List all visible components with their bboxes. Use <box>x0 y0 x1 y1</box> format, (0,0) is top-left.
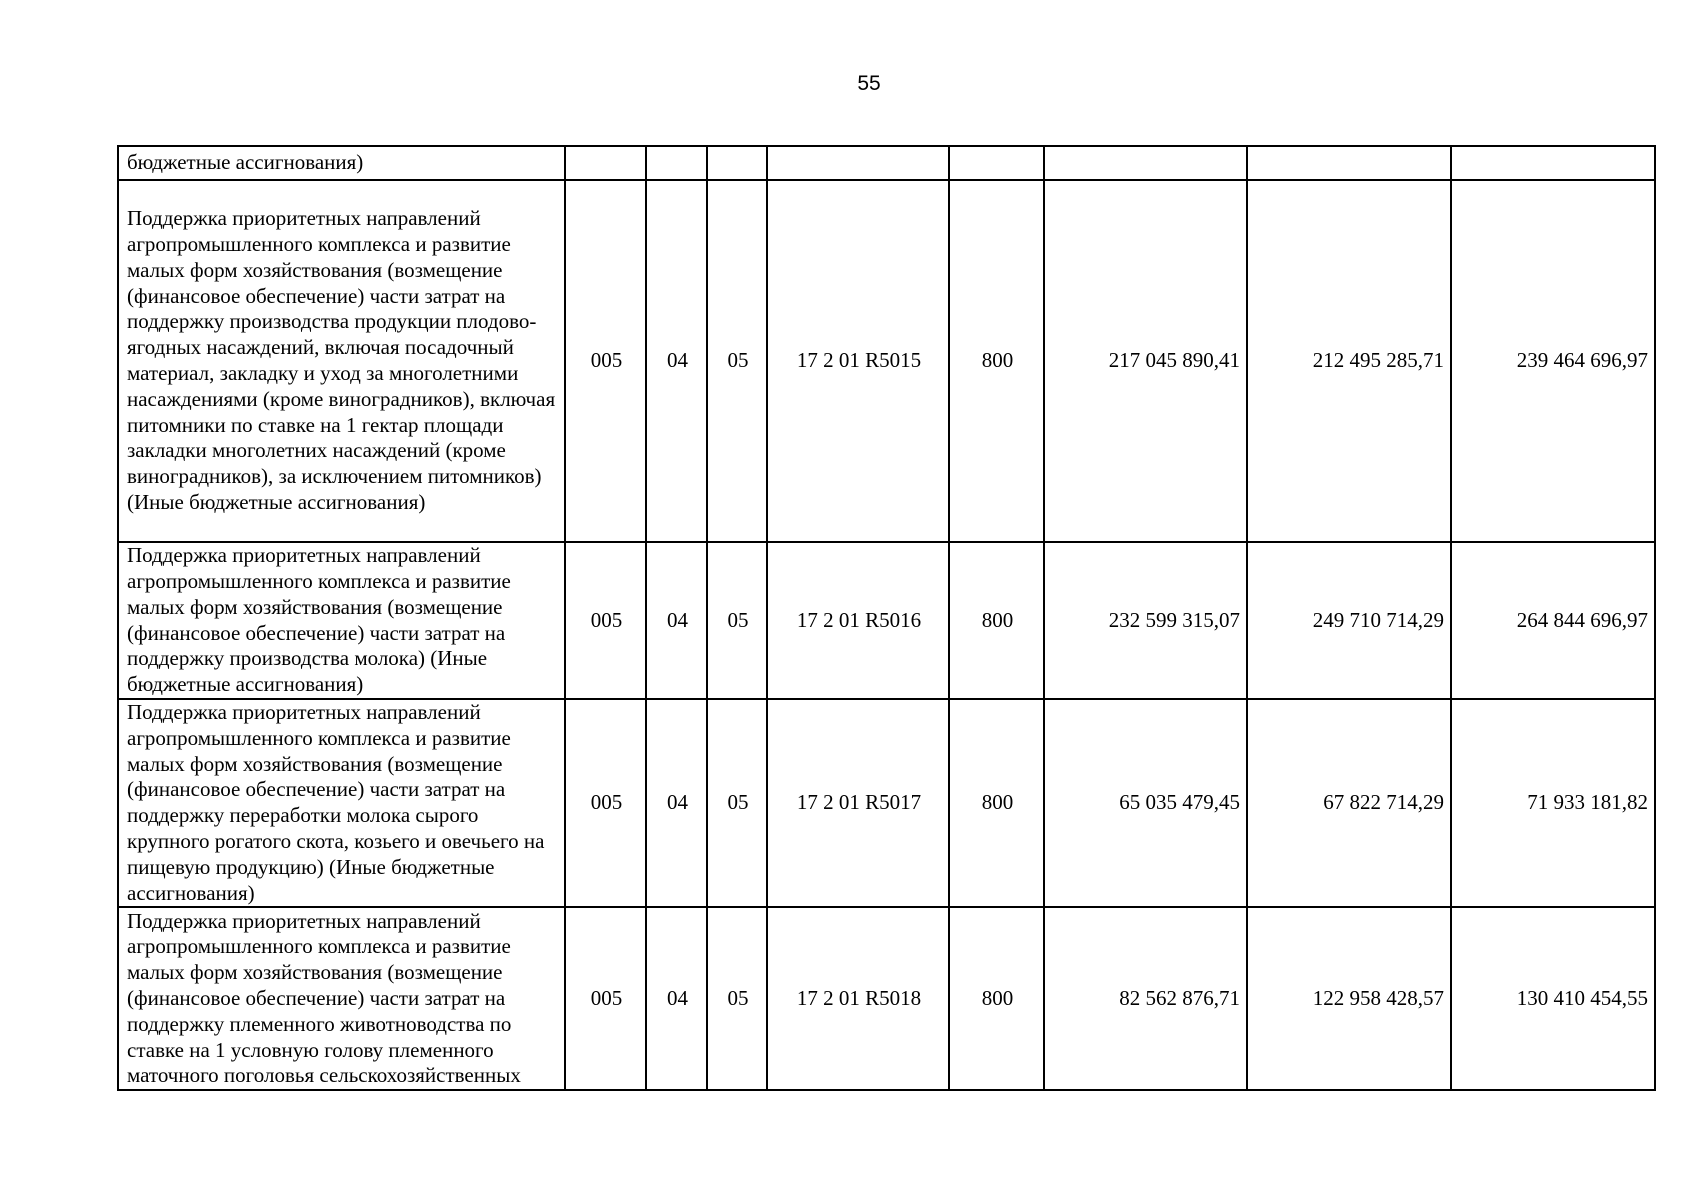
row-description: Поддержка приоритетных направлений агропромышленного комплекса и развитие малых форм хозяйствования (возмещение (финансовое обеспечение) части затрат на поддержку племенного животноводства по ставке на 1 условную голову племенного маточного поголовья сельскохозяйственных <box>118 907 565 1090</box>
target-article-code: 17 2 01 R5015 <box>767 180 949 542</box>
table-row <box>118 542 1655 699</box>
amount-year-3: 71 933 181,82 <box>1451 699 1655 907</box>
amount-year-3 <box>1451 146 1655 180</box>
ministry-code: 005 <box>565 180 646 542</box>
target-article-code: 17 2 01 R5018 <box>767 907 949 1090</box>
section-code <box>646 146 707 180</box>
subsection-code: 05 <box>707 542 767 699</box>
ministry-code: 005 <box>565 699 646 907</box>
row-description: Поддержка приоритетных направлений агропромышленного комплекса и развитие малых форм хозяйствования (возмещение (финансовое обеспечение) части затрат на поддержку переработки молока сырого крупного рогатого скота, козьего и овечьего на пищевую продукцию) (Иные бюджетные ассигнования) <box>118 699 565 907</box>
target-article-code: 17 2 01 R5017 <box>767 699 949 907</box>
amount-year-2: 122 958 428,57 <box>1247 907 1451 1090</box>
page-number: 55 <box>857 72 881 95</box>
amount-year-3: 239 464 696,97 <box>1451 180 1655 542</box>
section-code: 04 <box>646 907 707 1090</box>
row-description: Поддержка приоритетных направлений агропромышленного комплекса и развитие малых форм хозяйствования (возмещение (финансовое обеспечение) части затрат на поддержку производства молока) (Иные бюджетные ассигнования) <box>118 542 565 699</box>
expense-type-code: 800 <box>949 180 1044 542</box>
subsection-code: 05 <box>707 699 767 907</box>
subsection-code: 05 <box>707 907 767 1090</box>
row-description: бюджетные ассигнования) <box>118 146 565 180</box>
subsection-code: 05 <box>707 180 767 542</box>
amount-year-2: 249 710 714,29 <box>1247 542 1451 699</box>
amount-year-1: 232 599 315,07 <box>1044 542 1247 699</box>
expense-type-code: 800 <box>949 699 1044 907</box>
section-code: 04 <box>646 180 707 542</box>
section-code: 04 <box>646 542 707 699</box>
amount-year-1 <box>1044 146 1247 180</box>
expense-type-code: 800 <box>949 542 1044 699</box>
expense-type-code: 800 <box>949 907 1044 1090</box>
amount-year-1: 65 035 479,45 <box>1044 699 1247 907</box>
ministry-code: 005 <box>565 907 646 1090</box>
row-description: Поддержка приоритетных направлений агропромышленного комплекса и развитие малых форм хозяйствования (возмещение (финансовое обеспечение) части затрат на поддержку производства продукции плодово-ягодных насаждений, включая посадочный материал, закладку и уход за многолетними насаждениями (кроме виноградников), включая питомники по ставке на 1 гектар площади закладки многолетних насаждений (кроме виноградников), за исключением питомников) (Иные бюджетные ассигнования) <box>118 180 565 542</box>
target-article-code: 17 2 01 R5016 <box>767 542 949 699</box>
amount-year-1: 217 045 890,41 <box>1044 180 1247 542</box>
table-row <box>118 180 1655 542</box>
amount-year-3: 130 410 454,55 <box>1451 907 1655 1090</box>
amount-year-3: 264 844 696,97 <box>1451 542 1655 699</box>
amount-year-2: 212 495 285,71 <box>1247 180 1451 542</box>
subsection-code <box>707 146 767 180</box>
amount-year-2 <box>1247 146 1451 180</box>
amount-year-1: 82 562 876,71 <box>1044 907 1247 1090</box>
budget-table <box>117 145 1656 1091</box>
ministry-code <box>565 146 646 180</box>
expense-type-code <box>949 146 1044 180</box>
table-row <box>118 699 1655 907</box>
table-row <box>118 146 1655 180</box>
section-code: 04 <box>646 699 707 907</box>
table-row <box>118 907 1655 1090</box>
target-article-code <box>767 146 949 180</box>
ministry-code: 005 <box>565 542 646 699</box>
amount-year-2: 67 822 714,29 <box>1247 699 1451 907</box>
